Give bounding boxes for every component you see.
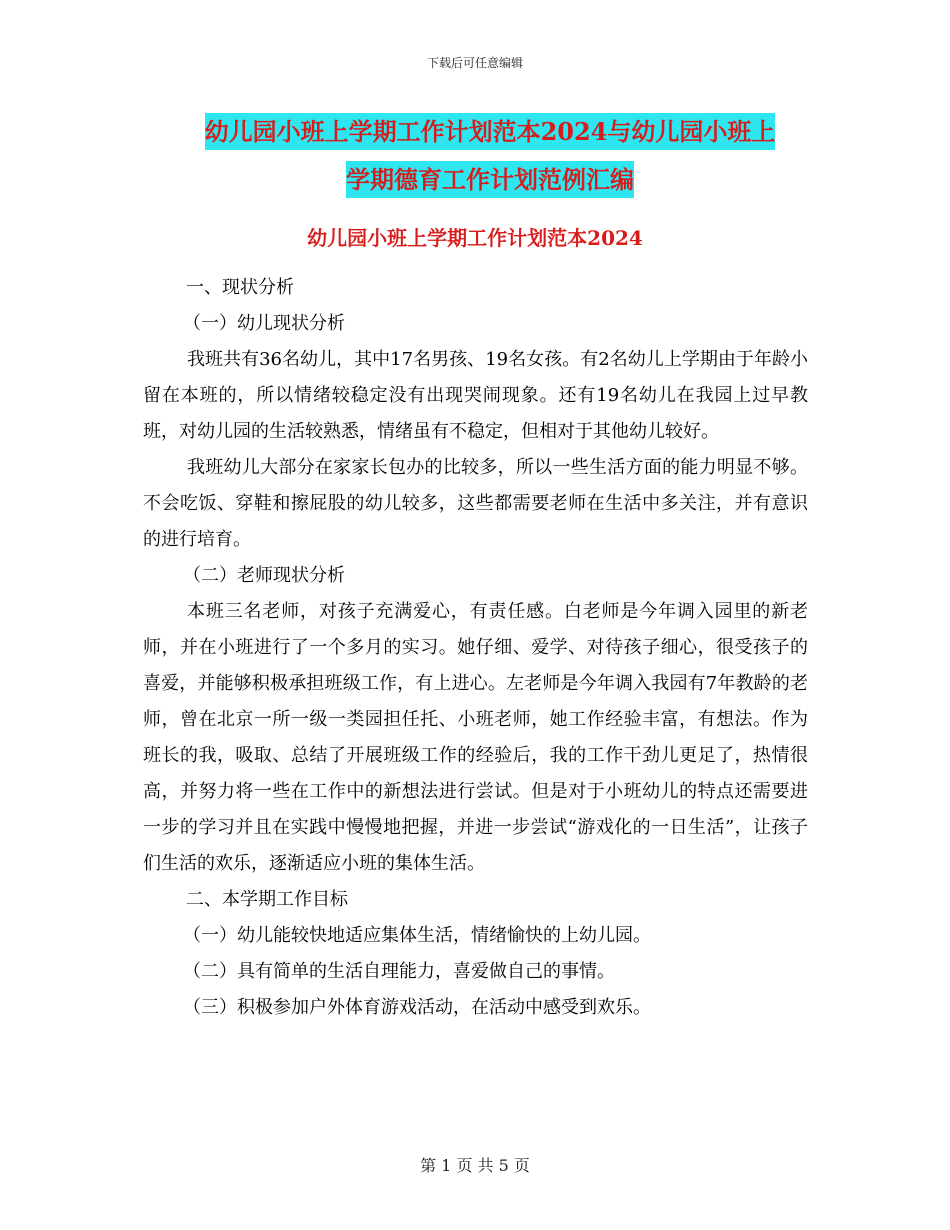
page-header-note: 下载后可任意编辑	[426, 56, 523, 70]
paragraph-self-care-ability: 我班幼儿大部分在家家长包办的比较多，所以一些生活方面的能力明显不够。不会吃饭、穿鞋和擦屁股的幼儿较多，这些都需要老师在生活中多关注，并有意识的进行培育。	[143, 457, 808, 550]
section-title: 幼儿园小班上学期工作计划范本2024	[307, 226, 643, 250]
goal-item-1: （一）幼儿能较快地适应集体生活，情绪愉快的上幼儿园。	[183, 925, 651, 946]
goal-item-3: （三）积极参加户外体育游戏活动，在活动中感受到欢乐。	[183, 997, 651, 1018]
paragraph-class-composition: 我班共有36名幼儿，其中17名男孩、19名女孩。有2名幼儿上学期由于年龄小留在本班的，所以情绪较稳定没有出现哭闹现象。还有19名幼儿在我园上过早教班，对幼儿园的生活较熟悉，情绪虽有不稳定，但相对于其他幼儿较好。	[143, 349, 808, 442]
goal-item-2: （二）具有简单的生活自理能力，喜爱做自己的事情。	[183, 961, 615, 982]
page-footer: 第 1 页 共 5 页	[420, 1156, 530, 1175]
document-title-line-1: 幼儿园小班上学期工作计划范本2024与幼儿园小班上	[205, 113, 776, 150]
document-body	[143, 270, 808, 1026]
subheading-children-analysis: （一）幼儿现状分析	[183, 313, 345, 334]
document-title	[140, 108, 840, 204]
paragraph-teachers: 本班三名老师，对孩子充满爱心，有责任感。白老师是今年调入园里的新老师，并在小班进行了一个多月的实习。她仔细、爱学、对待孩子细心，很受孩子的喜爱，并能够积极承担班级工作，有上进心。左老师是今年调入我园有7年教龄的老师，曾在北京一所一级一类园担任托、小班老师，她工作经验丰富，有想法。作为班长的我，吸取、总结了开展班级工作的经验后，我的工作干劲儿更足了，热情很高，并努力将一些在工作中的新想法进行尝试。但是对于小班幼儿的特点还需要进一步的学习并且在实践中慢慢地把握，并进一步尝试“游戏化的一日生活”，让孩子们生活的欢乐，逐渐适应小班的集体生活。	[143, 601, 808, 874]
subheading-teacher-analysis: （二）老师现状分析	[183, 565, 345, 586]
document-title-line-2: 学期德育工作计划范例汇编	[346, 161, 634, 198]
heading-status-analysis: 一、现状分析	[186, 277, 294, 298]
heading-semester-goals: 二、本学期工作目标	[186, 889, 348, 910]
